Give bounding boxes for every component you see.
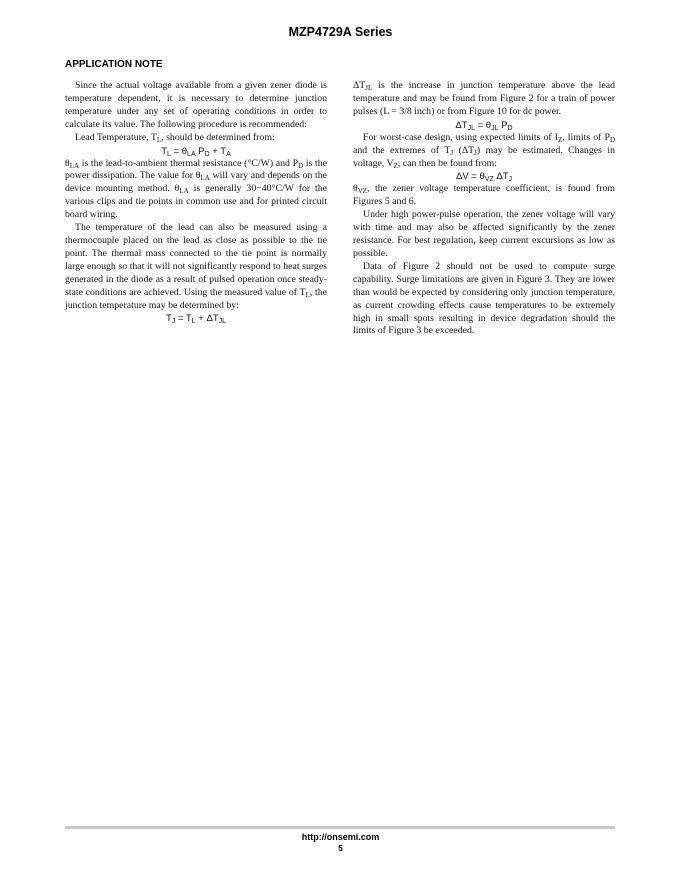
equation-delta-v: $\Delta V = \theta_{VZ}$ $\Delta T_J$ [455, 171, 513, 184]
section-title: APPLICATION NOTE [65, 59, 163, 70]
paragraph-temperature-coefficient: $\theta_{VZ}$, the zener voltage temperature coefficient, is found from Figures 5 and 6. [353, 183, 615, 208]
equation-lead-temperature: $T_L = \theta_{LA}$ $P_D + T_A$ [161, 145, 231, 158]
equation-delta-tjl: $\Delta T_{JL} = \theta_{JL}$ $P_D$ [455, 119, 513, 132]
paragraph-lead-temperature: Lead Temperature, $T_L$, should be determined from: [75, 131, 275, 144]
equation-junction-temperature: $T_J = T_L + \Delta T_{JL}$ [165, 313, 227, 326]
right-column [353, 80, 615, 338]
paragraph-intro: Since the actual voltage available from a given zener diode is temperature dependent, it is necessary to determine junction temperature under any set of operating conditions in order to calculate its value. The following procedure is recommended: [65, 80, 327, 130]
left-column [65, 80, 327, 325]
paragraph-surge-capability: Data of Figure 2 should not be used to compute surge capability. Surge limitations are given in Figure 3. They are lower than would be expected by considering only junction temperature, as current crowding effects cause temperatures to be extremely high in small spots resulting in device degradation should the limits of Figure 3 be exceeded. [353, 260, 615, 337]
page-header-title: MZP4729A Series [288, 25, 393, 39]
page-number: 5 [338, 844, 343, 853]
paragraph-delta-tjl: $\Delta T_{JL}$ is the increase in junction temperature above the lead temperature and may be found from Figure 2 for a train of power pulses (L = 3/8 inch) or from Figure 10 for dc power. [353, 80, 615, 117]
paragraph-power-pulse: Under high power-pulse operation, the zener voltage will vary with time and may also be affected significantly by the zener resistance. For best regulation, keep current excursions as low as possible. [353, 209, 615, 259]
footer-url-link[interactable]: http://onsemi.com [301, 832, 380, 842]
paragraph-thermal-resistance: $\theta_{LA}$ is the lead-to-ambient thermal resistance (°C/W) and $P_D$ is the power dissipation. The value for $\theta_{LA}$ will vary and depends on the device mounting method. $\theta_{LA}$ is generally 30−40°C/W for the various clips and tie points in common use and for printed circuit board wiring. [65, 157, 327, 221]
paragraph-thermocouple: The temperature of the lead can also be measured using a thermocouple placed on the lead as close as possible to the tie point. The thermal mass connected to the tie point is normally large enough so that it will not significantly respond to heat surges generated in the diode as a result of pulsed operation once steady-state conditions are achieved. Using the measured value of $T_L$, the junction temperature may be determined by: [65, 222, 327, 311]
paragraph-worst-case: For worst-case design, using expected limits of $I_Z$, limits of $P_D$ and the extremes of $T_J$ $(\Delta T_J)$ may be estimated. Changes in voltage, $V_Z$, can then be found from: [353, 131, 615, 170]
footer-divider [65, 826, 615, 829]
